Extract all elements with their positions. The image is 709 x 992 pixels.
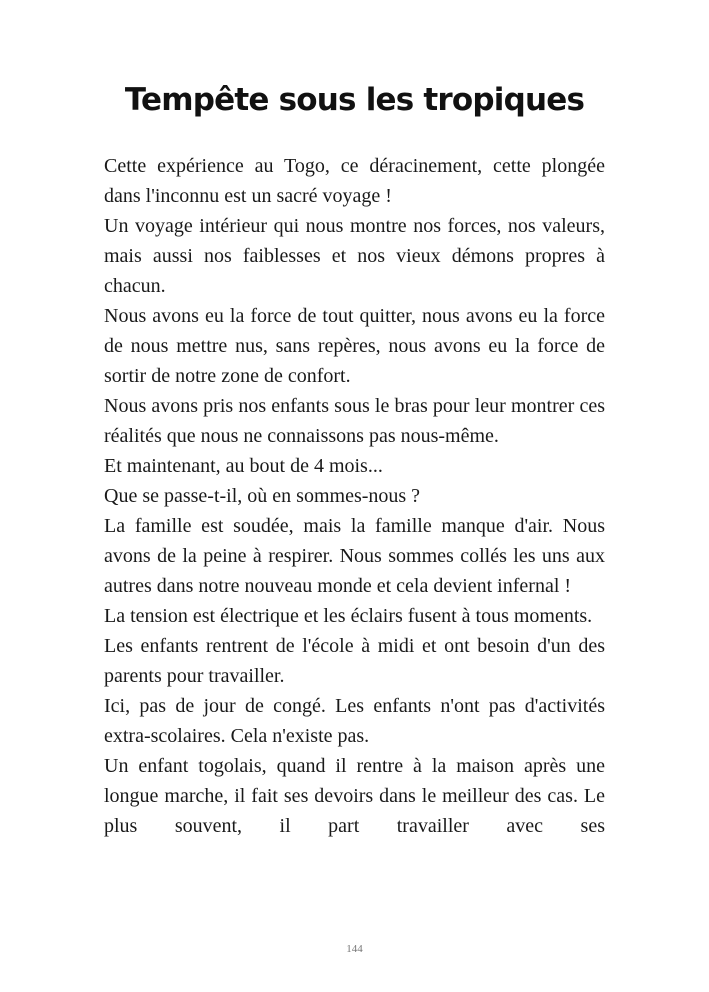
paragraph: Cette expérience au Togo, ce déracinement, cette plongée dans l'inconnu est un sacré voyage !	[104, 155, 605, 207]
paragraph: Nous avons eu la force de tout quitter, nous avons eu la force de nous mettre nus, sans repères, nous avons eu la force de sortir de notre zone de confort.	[104, 305, 605, 387]
paragraph: Et maintenant, au bout de 4 mois...	[104, 455, 383, 477]
paragraph: La tension est électrique et les éclairs fusent à tous moments.	[104, 605, 593, 627]
paragraph: Un voyage intérieur qui nous montre nos forces, nos valeurs, mais aussi nos faiblesses et nos vieux démons propres à chacun.	[104, 215, 605, 297]
body-text	[104, 151, 605, 841]
paragraph: Que se passe-t-il, où en sommes-nous ?	[104, 485, 421, 507]
paragraph: Nous avons pris nos enfants sous le bras pour leur montrer ces réalités que nous ne connaissons pas nous-même.	[104, 395, 605, 447]
paragraph: La famille est soudée, mais la famille manque d'air. Nous avons de la peine à respirer. Nous sommes collés les uns aux autres dans notre nouveau monde et cela devient infernal !	[104, 515, 605, 597]
paragraph: Les enfants rentrent de l'école à midi et ont besoin d'un des parents pour travailler.	[104, 635, 605, 687]
paragraph: Un enfant togolais, quand il rentre à la maison après une longue marche, il fait ses devoirs dans le meilleur des cas. Le plus souvent, il part travailler avec ses	[104, 755, 605, 837]
paragraph: Ici, pas de jour de congé. Les enfants n'ont pas d'activités extra-scolaires. Cela n'existe pas.	[104, 695, 605, 747]
page-title: Tempête sous les tropiques	[124, 82, 585, 118]
page-number: 144	[346, 943, 363, 955]
